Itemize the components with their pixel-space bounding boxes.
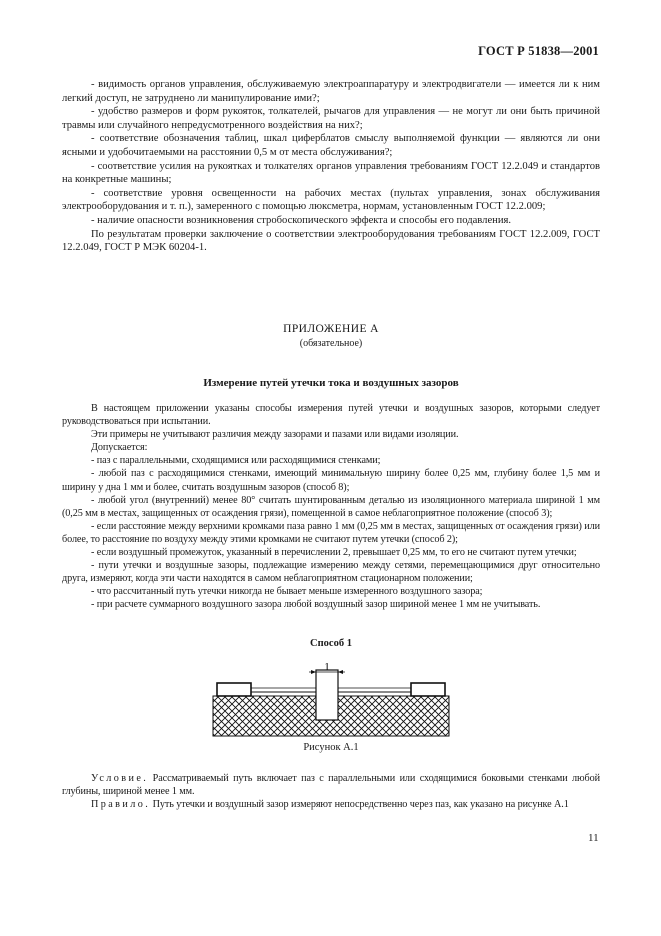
slot bbox=[316, 670, 338, 720]
appendix-status: (обязательное) bbox=[299, 338, 363, 349]
document-header-id: ГОСТ Р 51838—2001 bbox=[478, 44, 599, 58]
dimension-label: 1 bbox=[324, 662, 330, 673]
condition-text: Рассматриваемый путь включает паз с параллельными или сходящимися боковыми стенками любой глубины, шириной менее 1 мм. bbox=[62, 773, 600, 798]
list-item: - видимость органов управления, обслуживаемую электроаппаратуру и электродвигатели — имеется ли к ним легкий доступ, не затруднено ли манипулирование ими?; bbox=[62, 79, 600, 104]
left-conductor bbox=[217, 683, 251, 696]
body-paragraph: Эти примеры не учитывают различия между зазорами и пазами или видами изоляции. bbox=[91, 429, 459, 441]
list-item: - пути утечки и воздушные зазоры, подлежащие измерению между сетями, перемещающимися друг относительно друга, измеряют, когда эти части находятся в самом неблагоприятном стационарном положении; bbox=[62, 560, 600, 585]
rule-paragraph bbox=[62, 798, 600, 811]
list-item: - любой паз с расходящимися стенками, имеющий минимальную ширину более 0,25 мм, глубину более 1,5 мм и ширину у дна 1 мм и более, считать воздушным зазоров (способ 8); bbox=[62, 468, 600, 493]
section-title: Измерение путей утечки тока и воздушных зазоров bbox=[203, 377, 459, 389]
list-item: - при расчете суммарного воздушного зазора любой воздушный зазор шириной менее 1 мм не учитывать. bbox=[91, 599, 541, 611]
list-item: - паз с параллельными, сходящимися или расходящимися стенками; bbox=[91, 455, 381, 467]
list-item: - удобство размеров и форм рукояток, толкателей, рычагов для управления — не могут ли они быть причиной травмы или случайного непредусмотренного воздействия на них?; bbox=[62, 106, 600, 131]
rule-label: Правило. bbox=[91, 799, 151, 811]
list-item: - если воздушный промежуток, указанный в перечислении 2, превышает 0,25 мм, то его не считают путем утечки; bbox=[91, 547, 577, 559]
list-item: - что рассчитанный путь утечки никогда не бывает меньше измеренного воздушного зазора; bbox=[91, 586, 483, 598]
appendix-body bbox=[62, 402, 600, 612]
list-item: - если расстояние между верхними кромками паза равно 1 мм (0,25 мм в местах, защищенных от осаждения грязи) или более, то расстояние по воздуху между этими кромками не считают путем утечки (способ 2); bbox=[62, 520, 600, 545]
list-item: - соответствие обозначения таблиц, шкал циферблатов смыслу выполняемой функции — являются ли они ясными и удобочитаемыми на расстоянии 0,5 м от места обслуживания?; bbox=[62, 133, 600, 158]
top-checklist bbox=[62, 78, 600, 255]
figure-caption: Рисунок А.1 bbox=[303, 742, 359, 753]
page-number: 11 bbox=[588, 832, 599, 844]
body-paragraph: В настоящем приложении указаны способы измерения путей утечки и воздушных зазоров, которыми следует руководствоваться при испытании. bbox=[62, 403, 600, 428]
list-item: - соответствие уровня освещенности на рабочих местах (пультах управления, зонах обслуживания электрооборудования и т. п.), замеренного с помощью люксметра, нормам, установленным ГОСТ 12.2.009; bbox=[62, 187, 600, 213]
list-item: - наличие опасности возникновения стробоскопического эффекта и способы его подавления. bbox=[91, 214, 512, 226]
right-conductor bbox=[411, 683, 445, 696]
conclusion-paragraph: По результатам проверки заключение о соответствии электрооборудования требованиям ГОСТ 12.2.009, ГОСТ 12.2.049, ГОСТ Р МЭК 60204-1. bbox=[62, 228, 600, 254]
condition-rule-block bbox=[62, 772, 600, 812]
condition-paragraph bbox=[62, 772, 600, 798]
body-paragraph: Допускается: bbox=[91, 442, 148, 454]
list-item: - соответствие усилия на рукоятках и толкателях органов управления требованиям ГОСТ 12.2.049 и стандартов на конкретные машины; bbox=[62, 160, 600, 186]
condition-label: Условие. bbox=[91, 773, 149, 784]
method-title: Способ 1 bbox=[310, 638, 352, 649]
appendix-title: ПРИЛОЖЕНИЕ А bbox=[283, 323, 379, 335]
groove-diagram bbox=[211, 662, 451, 738]
list-item: - любой угол (внутренний) менее 80° считать шунтированным деталью из изоляционного материала шириной 1 мм (0,25 мм в местах, защищенных от осаждения грязи), помещенной в самое неблагоприятное положение (способ 3); bbox=[62, 494, 600, 519]
rule-text: Путь утечки и воздушный зазор измеряют непосредственно через паз, как указано на рисунке А.1 bbox=[152, 799, 569, 811]
